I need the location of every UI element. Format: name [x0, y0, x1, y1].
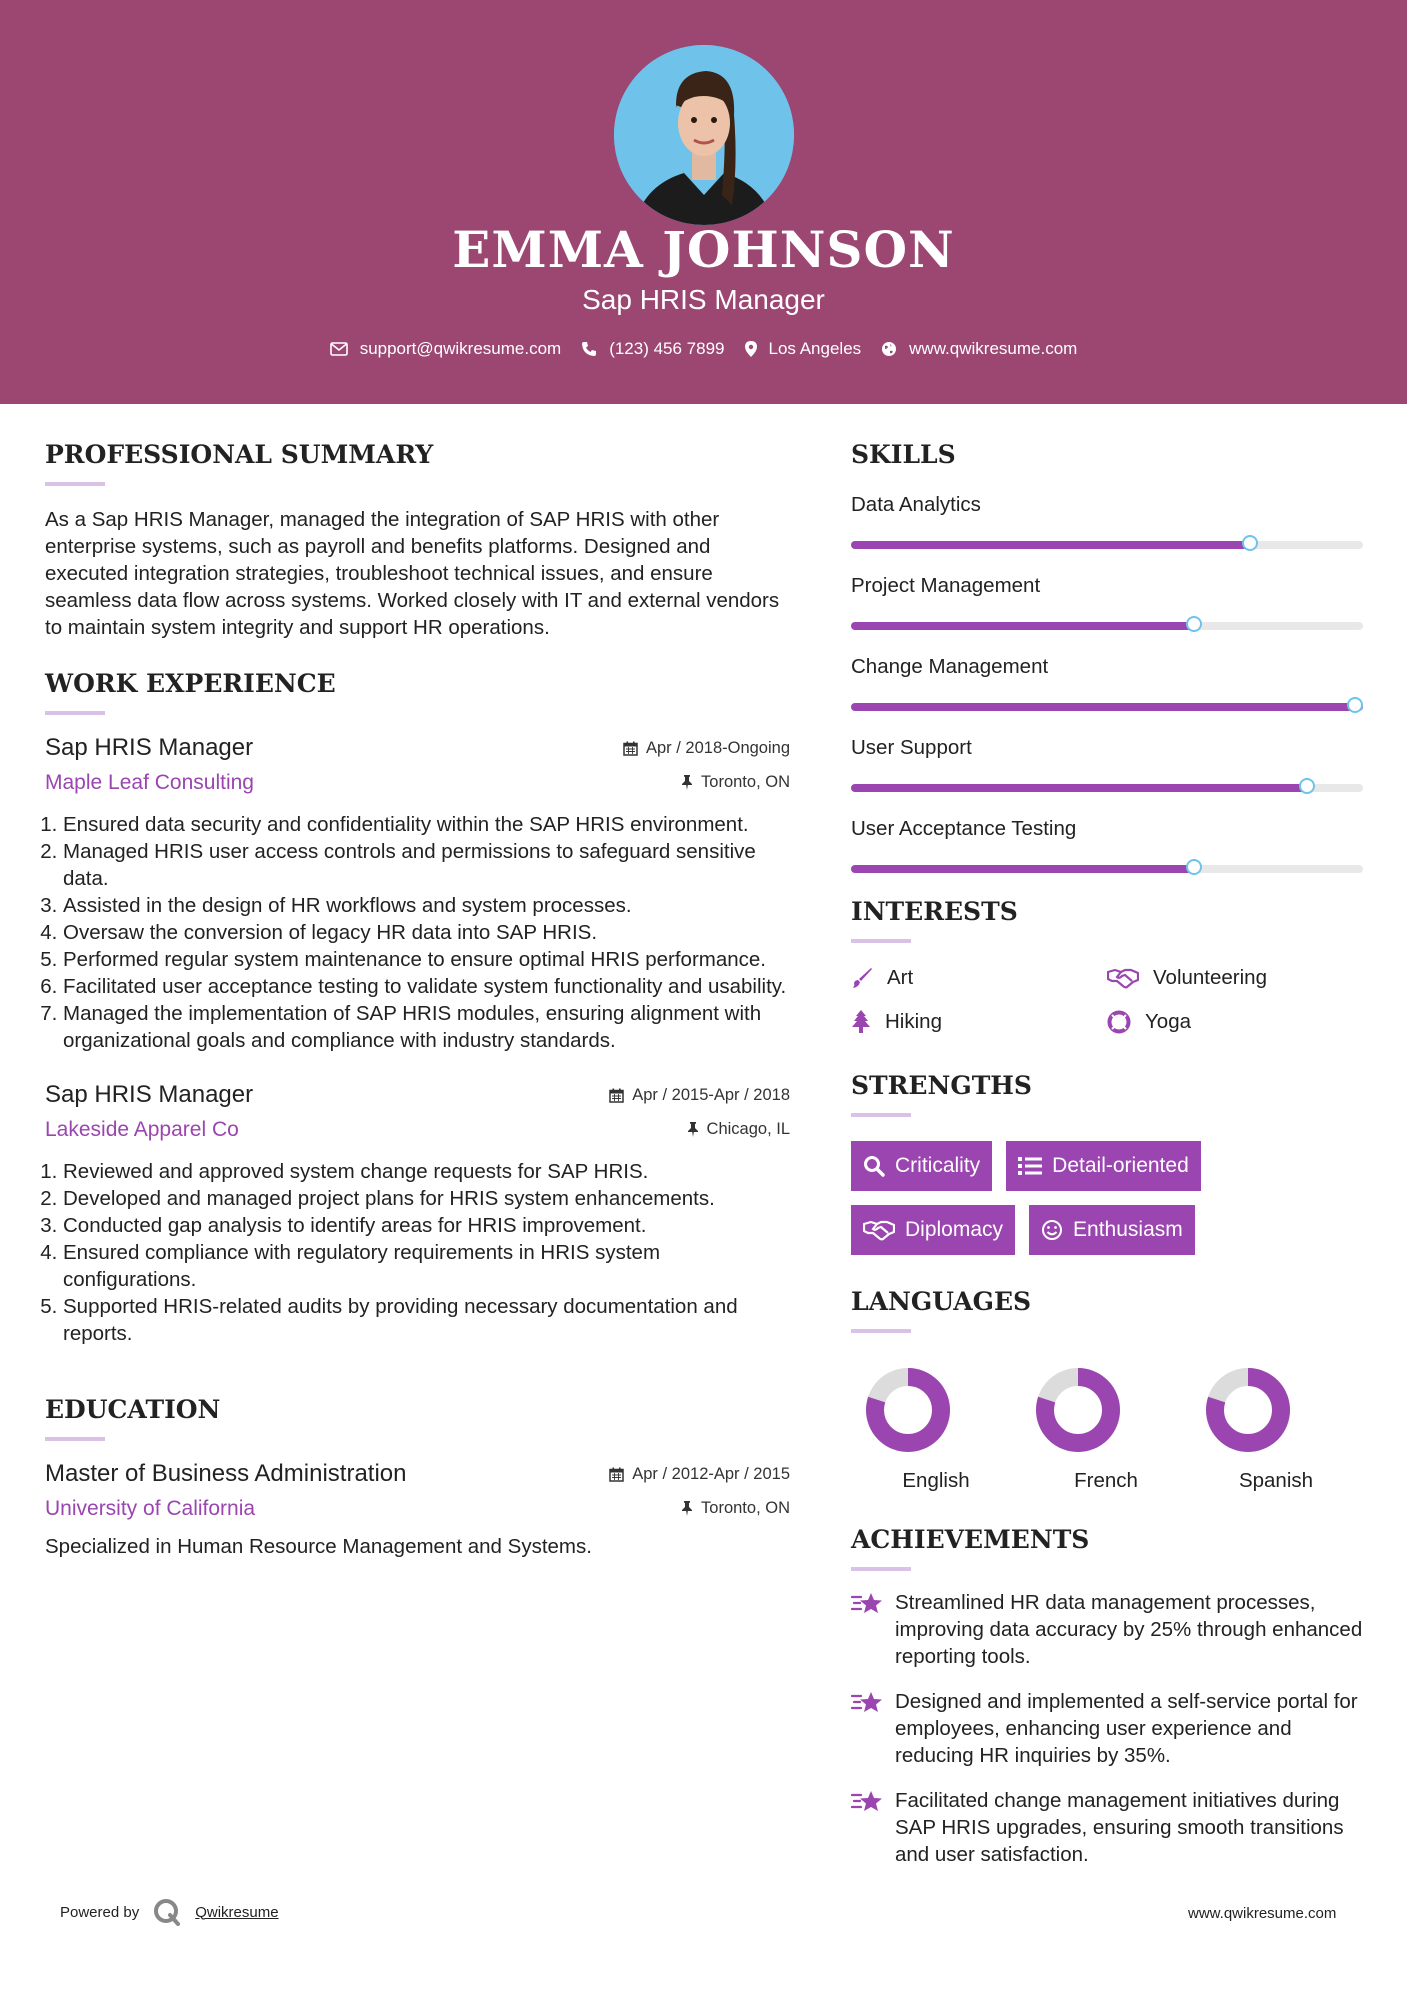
- achievements-list: [851, 1589, 1363, 1868]
- interests-section: [851, 897, 1363, 1035]
- interests-list: [851, 965, 1363, 1035]
- section-divider: [851, 1113, 911, 1117]
- list-item: 1. Reviewed and approved system change requests for SAP HRIS.: [63, 1158, 790, 1185]
- contact-website-text: www.qwikresume.com: [909, 339, 1078, 358]
- phone-icon: [581, 341, 597, 357]
- interest-label: Yoga: [1145, 1010, 1191, 1033]
- skill-item: [851, 735, 1363, 792]
- summary-section: [45, 440, 790, 641]
- job-date-text: Apr / 2015-Apr / 2018: [632, 1086, 790, 1104]
- list-item: 7. Managed the implementation of SAP HRIS modules, ensuring alignment with organizational goals and compliance with industry standards.: [63, 1000, 790, 1054]
- contact-bar: [0, 338, 1407, 360]
- skills-list: [851, 492, 1363, 873]
- job-date-text: Apr / 2018-Ongoing: [645, 739, 790, 757]
- school-name: University of California: [45, 1497, 256, 1520]
- skill-name: User Acceptance Testing: [851, 817, 1077, 840]
- list-item: 4. Oversaw the conversion of legacy HR data into SAP HRIS.: [63, 919, 790, 946]
- experience-section: [45, 669, 790, 1347]
- list-item: 5. Performed regular system maintenance to ensure optimal HRIS performance.: [63, 946, 790, 973]
- lifering-icon: [1107, 1010, 1131, 1034]
- section-divider: [45, 1437, 105, 1441]
- skill-item: [851, 573, 1363, 630]
- avatar-portrait-image: [614, 45, 794, 225]
- skill-name: Project Management: [851, 574, 1041, 597]
- skills-heading: SKILLS: [851, 440, 956, 469]
- avatar: [614, 45, 794, 225]
- calendar-icon: [623, 741, 638, 756]
- languages-heading: LANGUAGES: [851, 1287, 1032, 1316]
- skill-bar-track: [851, 865, 1363, 873]
- language-item: [851, 1365, 1021, 1493]
- skill-item: [851, 816, 1363, 873]
- achievements-heading: ACHIEVEMENTS: [851, 1525, 1090, 1554]
- language-donut: [1203, 1365, 1293, 1455]
- interests-heading: INTERESTS: [851, 897, 1018, 926]
- section-divider: [851, 1329, 911, 1333]
- contact-email-text: support@qwikresume.com: [359, 339, 562, 358]
- footer-brand-link[interactable]: Qwikresume: [195, 1903, 279, 1921]
- skill-name: Data Analytics: [851, 493, 981, 516]
- skill-bar-knob: [1186, 616, 1202, 632]
- calendar-icon: [609, 1088, 624, 1103]
- skill-bar-knob: [1347, 697, 1363, 713]
- education-location-text: Toronto, ON: [701, 1499, 790, 1517]
- right-column: [851, 440, 1363, 1868]
- achievement-item: [851, 1787, 1363, 1868]
- interest-label: Hiking: [885, 1010, 942, 1033]
- language-item: [1191, 1365, 1361, 1493]
- education-location: [681, 1499, 790, 1518]
- job-date: [609, 1086, 790, 1105]
- list-item: 2. Developed and managed project plans for HRIS system enhancements.: [63, 1185, 790, 1212]
- job-entry: [45, 1080, 790, 1347]
- job-company: Lakeside Apparel Co: [45, 1118, 239, 1141]
- left-column: [45, 440, 790, 1560]
- language-label: French: [1074, 1469, 1138, 1492]
- contact-website[interactable]: [881, 339, 1077, 359]
- language-donut: [863, 1365, 953, 1455]
- job-title: Sap HRIS Manager: [45, 734, 254, 761]
- achievement-item: [851, 1688, 1363, 1769]
- skill-bar-knob: [1186, 859, 1202, 875]
- skill-bar-track: [851, 703, 1363, 711]
- footer-powered-by: [60, 1898, 279, 1926]
- header-banner: [0, 0, 1407, 404]
- achievement-item: [851, 1589, 1363, 1670]
- job-title: Sap HRIS Manager: [45, 1081, 254, 1108]
- qwikresume-logo-icon: [153, 1898, 183, 1926]
- strengths-list: [851, 1141, 1363, 1255]
- job-duties-list: [45, 811, 790, 1054]
- skill-name: User Support: [851, 736, 972, 759]
- contact-location-text: Los Angeles: [768, 339, 862, 358]
- list-item: 4. Ensured compliance with regulatory requirements in HRIS system configurations.: [63, 1239, 790, 1293]
- achievement-text: Streamlined HR data management processes, improving data accuracy by 25% through enhanced reporting tools.: [895, 1591, 1363, 1668]
- achievement-text: Designed and implemented a self-service portal for employees, enhancing user experience and reducing HR inquiries by 35%.: [895, 1690, 1358, 1767]
- section-divider: [851, 939, 911, 943]
- job-date: [623, 739, 790, 758]
- achievements-section: [851, 1525, 1363, 1868]
- summary-heading: PROFESSIONAL SUMMARY: [45, 440, 434, 469]
- strength-label: Criticality: [895, 1154, 981, 1177]
- candidate-name: EMMA JOHNSON: [452, 220, 955, 279]
- job-location-text: Chicago, IL: [706, 1120, 790, 1138]
- list-item: 2. Managed HRIS user access controls and permissions to safeguard sensitive data.: [63, 838, 790, 892]
- language-item: [1021, 1365, 1191, 1493]
- skill-bar-fill: [851, 703, 1363, 711]
- list-icon: [1018, 1156, 1042, 1176]
- map-pin-icon: [745, 341, 757, 357]
- job-entry: [45, 733, 790, 1054]
- strengths-heading: STRENGTHS: [851, 1071, 1032, 1100]
- languages-list: [851, 1365, 1363, 1493]
- skill-item: [851, 492, 1363, 549]
- education-description: Specialized in Human Resource Management and Systems.: [45, 1535, 592, 1558]
- strength-label: Diplomacy: [905, 1218, 1004, 1241]
- skill-bar-track: [851, 622, 1363, 630]
- skill-bar-knob: [1242, 535, 1258, 551]
- strength-badge: [1006, 1141, 1201, 1191]
- job-company: Maple Leaf Consulting: [45, 771, 254, 794]
- footer-website[interactable]: www.qwikresume.com: [1188, 1905, 1337, 1922]
- job-location: [681, 773, 790, 792]
- interest-label: Volunteering: [1153, 966, 1267, 989]
- pushpin-icon: [681, 775, 693, 790]
- degree-title: Master of Business Administration: [45, 1460, 407, 1487]
- strengths-section: [851, 1071, 1363, 1255]
- skill-bar-fill: [851, 865, 1194, 873]
- strength-label: Detail-oriented: [1052, 1154, 1189, 1177]
- skill-bar-fill: [851, 622, 1194, 630]
- contact-phone[interactable]: [581, 339, 724, 359]
- strength-badge: [1029, 1205, 1195, 1255]
- contact-email[interactable]: [330, 339, 562, 359]
- search-icon: [863, 1155, 885, 1177]
- experience-heading: WORK EXPERIENCE: [45, 669, 336, 698]
- interest-item: [851, 1009, 1107, 1035]
- education-section: [45, 1395, 790, 1560]
- interest-label: Art: [887, 966, 914, 989]
- achievement-text: Facilitated change management initiatives during SAP HRIS upgrades, ensuring smooth transitions and user satisfaction.: [895, 1789, 1344, 1866]
- list-item: 5. Supported HRIS-related audits by providing necessary documentation and reports.: [63, 1293, 790, 1347]
- skill-bar-fill: [851, 541, 1250, 549]
- strength-label: Enthusiasm: [1073, 1218, 1183, 1241]
- paintbrush-icon: [851, 967, 873, 989]
- envelope-icon: [330, 342, 348, 356]
- interest-item: [851, 965, 1107, 991]
- section-divider: [45, 482, 105, 486]
- language-label: Spanish: [1238, 1469, 1314, 1492]
- skill-bar-track: [851, 784, 1363, 792]
- candidate-title: Sap HRIS Manager: [582, 284, 825, 315]
- skill-bar-knob: [1299, 778, 1315, 794]
- pushpin-icon: [687, 1122, 699, 1137]
- education-heading: EDUCATION: [45, 1395, 221, 1424]
- pushpin-icon: [681, 1501, 693, 1516]
- education-date: [609, 1465, 790, 1484]
- smile-icon: [1041, 1219, 1063, 1241]
- skill-name: Change Management: [851, 655, 1049, 678]
- strength-badge: [851, 1205, 1015, 1255]
- tree-icon: [851, 1010, 871, 1034]
- powered-by-label: Powered by: [60, 1903, 140, 1921]
- list-item: 6. Facilitated user acceptance testing to validate system functionality and usability.: [63, 973, 790, 1000]
- list-item: 3. Conducted gap analysis to identify areas for HRIS improvement.: [63, 1212, 790, 1239]
- list-item: 1. Ensured data security and confidentiality within the SAP HRIS environment.: [63, 811, 790, 838]
- skills-section: [851, 440, 1363, 873]
- handshake-icon: [863, 1219, 895, 1241]
- globe-icon: [881, 341, 897, 357]
- shooting-star-icon: [851, 1591, 885, 1617]
- skill-bar-track: [851, 541, 1363, 549]
- languages-section: [851, 1287, 1363, 1493]
- interest-item: [1107, 965, 1363, 991]
- education-date-text: Apr / 2012-Apr / 2015: [632, 1465, 790, 1483]
- job-location-text: Toronto, ON: [701, 773, 790, 791]
- list-item: 3. Assisted in the design of HR workflows and system processes.: [63, 892, 790, 919]
- summary-text: As a Sap HRIS Manager, managed the integration of SAP HRIS with other enterprise systems, such as payroll and benefits platforms. Designed and executed integration strategies, troubleshoot technical issues, and ensure seamless data flow across systems. Worked closely with IT and external vendors to maintain system integrity and support HR operations.: [45, 508, 780, 639]
- skill-item: [851, 654, 1363, 711]
- job-duties-list: [45, 1158, 790, 1347]
- job-location: [687, 1120, 790, 1139]
- section-divider: [851, 1567, 911, 1571]
- calendar-icon: [609, 1467, 624, 1482]
- interest-item: [1107, 1009, 1363, 1035]
- strength-badge: [851, 1141, 992, 1191]
- skill-bar-fill: [851, 784, 1307, 792]
- contact-location: [745, 339, 862, 359]
- contact-phone-text: (123) 456 7899: [609, 339, 725, 358]
- education-entry: [45, 1459, 790, 1560]
- shooting-star-icon: [851, 1789, 885, 1815]
- language-label: English: [902, 1469, 970, 1492]
- language-donut: [1033, 1365, 1123, 1455]
- section-divider: [45, 711, 105, 715]
- handshake-icon: [1107, 967, 1139, 989]
- shooting-star-icon: [851, 1690, 885, 1716]
